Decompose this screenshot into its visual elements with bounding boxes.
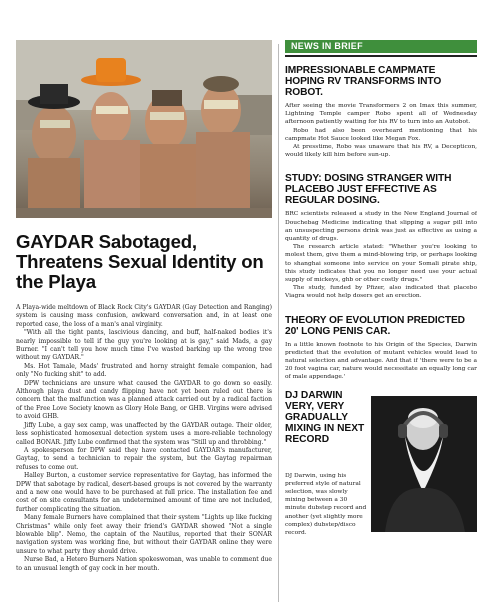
brief-headline: IMPRESSIONABLE CAMPMATE HOPING RV TRANSFORMS INTO ROBOT. [285,65,442,98]
brief-body [285,102,477,159]
news-in-brief-column [285,40,477,606]
main-story-paragraph: A Playa-wide meltdown of Black Rock City's GAYDAR (Gay Detection and Ranging) system is causing mass confusion, awkward conversation and, in at least one reported case, the loss of a man's anal virginity. [16,304,272,328]
main-story-paragraph: Ms. Hot Tamale, Mads' frustrated and horny straight female companion, had only "No fucking shit" to add. [16,362,272,379]
brief-body [285,341,477,382]
brief-paragraph: BRC scientists released a study in the New England Journal of Douchebag Medicine indicating that slipping a sugar pill into an unsuspecting persons drink was just as effective as using a quantity of drugs. [285,211,477,243]
main-story-photo [16,40,272,218]
darwin-story [285,390,477,540]
main-story-paragraph: Nurse Bad, a Hetero Burners Nation spokeswoman, was unable to comment due to an unusual length of gay cock in her mouth. [16,556,272,572]
main-story-column [16,40,272,606]
darwin-portrait [371,396,477,532]
main-story-body [16,304,272,573]
brief-headline: STUDY: DOSING STRANGER WITH PLACEBO JUST EFFECTIVE AS REGULAR DOSING. [285,173,452,207]
main-story-paragraph: DPW technicians are unsure what caused the GAYDAR to go down so easily. Although playa dust and candy flipping have not yet been ruled out there is concern that the malfunction was a planned attack carried out by a radical faction of the Free Love Society known as Glory Hole Bang, or GHB. Virgins were advised to avoid GHB. [16,379,272,421]
main-story-paragraph: Many female Burners have complained that their system "Lights up like fucking Christmas" while only feet away their friend's GAYDAR showed "Not a single blowable blip". Nemo, the captain of the Nautilus, reported that their SONAR navigation system was working fine, but without their GAYDAR online they were unsure to what party they should drive. [16,514,272,555]
main-story-headline: GAYDAR Sabotaged, Threatens Sexual Identity on the Playa [16,231,264,292]
brief-paragraph: In a little known footnote to his Origin of the Species, Darwin predicted that the evolution of mutant vehicles would lead to natural selection and advantage. And that if 'there were to be a 20 foot vagina car, nature would necessitate an equally long car of male appendage.' [285,341,477,381]
brief-paragraph: Robo had also been overheard mentioning that his campmate Hot Sauce looked like Megan Fox. [285,127,477,142]
brief-paragraph: The study, funded by Pfizer, also indicated that placebo Viagra would not help dosers get an erection. [285,285,477,300]
brief-story [285,65,477,159]
news-in-brief-label: NEWS IN BRIEF [291,41,363,51]
main-story-paragraph: A spokesperson for DPW said they have contacted GAYDAR's manufacturer, Gaytag, to send a technician to repair the system, but the Gaytag repairman refuses to come out. [16,446,272,471]
darwin-portrait-photo [371,396,477,532]
main-story-paragraph: Halley Burton, a customer service representative for Gaytag, has informed the DPW that sabotage by radical, desert-based groups is not covered by the warranty and a new one would have to be purchased at full price. The installation fee and cost of on site consultants for an undetermined amount of time are not included, further complicating the situation. [16,472,272,513]
brief-story [285,173,477,300]
brief-paragraph: The research article stated: "Whether you're looking to molest them, give them a mind-blowing trip, or perhaps looking to shanghai someone into service on your Somali pirate ship, this study indicates that you no longer need use your actual supply of mickeys, ghb or other costly drugs." [285,244,477,284]
brief-body [285,210,477,300]
darwin-body: DJ Darwin, using his preferred style of natural selection, was slowly mixing between a 30 minute dubstep record and another (yet slightly more complex) dubstep/disco record. [285,472,367,537]
news-in-brief-banner [285,40,477,53]
banner-rule [285,55,477,57]
brief-headline: THEORY OF EVOLUTION PREDICTED 20' LONG PENIS CAR. [285,314,465,337]
main-story-paragraph: "With all the tight pants, lascivious dancing, and buff, half-naked bodies it's nearly impossible to tell if the guy you're looking at is gay," said Mads, a gay Burner. "I can't tell you how much time I've wasted barking up the wrong tree without my GAYDAR." [16,329,272,362]
brief-story [285,315,477,382]
main-story-paragraph: Jiffy Lube, a gay sex camp, was unaffected by the GAYDAR outage. Their older, less sophisticated homosexual detection system uses a more-reliable technology called BONAR. Jiffy Lube confirmed that the system was "Still up and throbbing." [16,421,272,446]
brief-paragraph: After seeing the movie Transformers 2 on Imax this summer, Lightning Temple camper Robo spent all of Wednesday afternoon patiently waiting for his RV to turn into an Autobot. [285,103,477,126]
darwin-headline: DJ DARWIN VERY, VERY GRADUALLY MIXING IN NEXT RECORD [285,389,365,445]
column-divider [278,44,279,602]
brief-paragraph: At presstime, Robo was unaware that his RV, a Decepticon, would likely kill him before sun-up. [285,144,477,159]
burners-group-photo [16,40,272,218]
